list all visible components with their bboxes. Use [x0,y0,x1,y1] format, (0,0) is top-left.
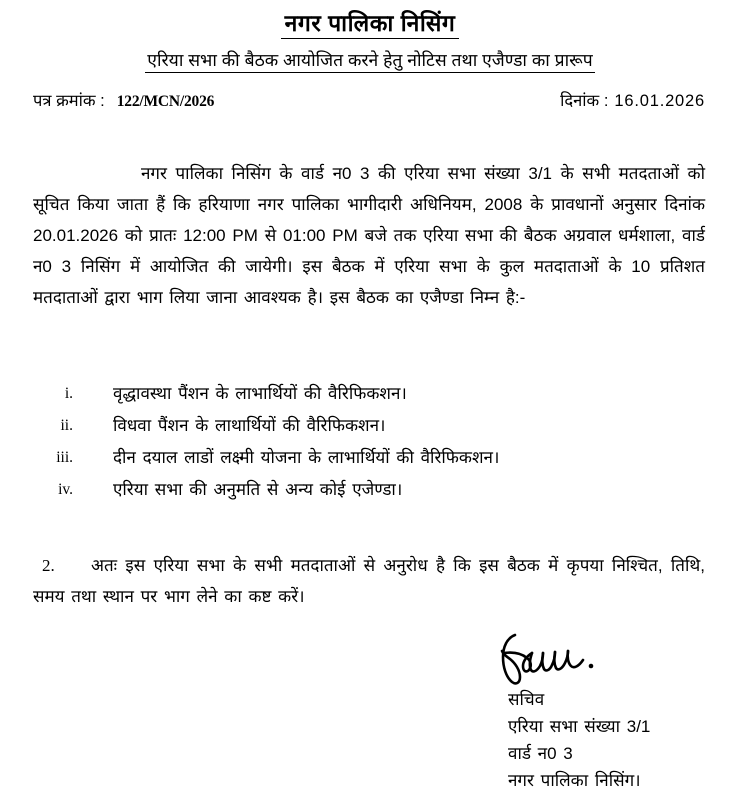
agenda-item-label: दीन दयाल लाडों लक्ष्मी योजना के लाभार्थियों की वैरिफिकशन। [113,448,500,467]
agenda-item-numeral: i. [64,385,73,402]
agenda-item [33,378,705,410]
notice-paragraph-2-number: 2. [42,556,55,575]
page-title [0,6,740,38]
agenda-item [33,442,705,474]
agenda-item-numeral: ii. [60,417,73,434]
letter-date-value: 16.01.2026 [614,92,705,110]
page-subtitle-text: एरिया सभा की बैठक आयोजित करने हेतु नोटिस तथा एजैण्डा का प्रारूप [145,50,594,73]
agenda-item-numeral: iii. [56,449,73,466]
agenda-item-label: विधवा पैंशन के लाथार्थियों की वैरिफिकशन। [113,416,386,435]
letter-meta-row [33,88,705,110]
letter-number-label: पत्र क्रमांक : [33,92,105,110]
notice-paragraph-1 [33,158,705,313]
signature-block [508,686,740,794]
signatory-ward: वार्ड न0 3 [508,744,573,763]
agenda-item-label: वृद्धावस्था पैंशन के लाभार्थियों की वैरिफिकशन। [113,384,407,403]
letter-date-label: दिनांक : [560,92,609,110]
letter-number [33,88,214,111]
notice-paragraph-2 [33,550,705,612]
agenda-list [33,378,705,506]
page-title-text: नगर पालिका निसिंग [281,10,460,39]
notice-paragraph-2-text: अतः इस एरिया सभा के सभी मतदाताओं से अनुरोध है कि इस बैठक में कृपया निश्चित, तिथि, समय तथा स्थान पर भाग लेने का कष्ट करें। [33,556,705,606]
signatory-area-sabha: एरिया सभा संख्या 3/1 [508,717,651,736]
signatory-designation: सचिव [508,690,545,709]
signatory-municipality: नगर पालिका निसिंग। [508,771,641,790]
agenda-item-numeral: iv. [58,481,73,498]
letter-date [560,88,705,111]
handwritten-signature-icon [494,627,614,689]
notice-paragraph-1-text: नगर पालिका निसिंग के वार्ड न0 3 की एरिया सभा संख्या 3/1 के सभी मतदताओं को सूचित किया जाता हैं कि हरियाणा नगर पालिका भागीदारी अधिनियम, 2008 के प्रावधानों अनुसार दिनांक 20.01.2026 को प्रातः 12:00 PM से 01:00 PM बजे तक एरिया सभा की बैठक अग्रवाल धर्मशाला, वार्ड न0 3 निसिंग में आयोजित की जायेगी। इस बैठक में एरिया सभा के कुल मतदाताओं के 10 प्रतिशत मतदाताओं द्वारा भाग लिया जाना आवश्यक है। इस बैठक का एजैण्डा निम्न है:- [33,164,705,307]
agenda-item [33,474,705,506]
letter-number-value: 122/MCN/2026 [116,93,215,110]
agenda-item-label: एरिया सभा की अनुमति से अन्य कोई एजेण्डा। [113,480,403,499]
agenda-item [33,410,705,442]
page-subtitle [0,48,740,72]
notice-paragraph-2-wrap [33,550,705,612]
